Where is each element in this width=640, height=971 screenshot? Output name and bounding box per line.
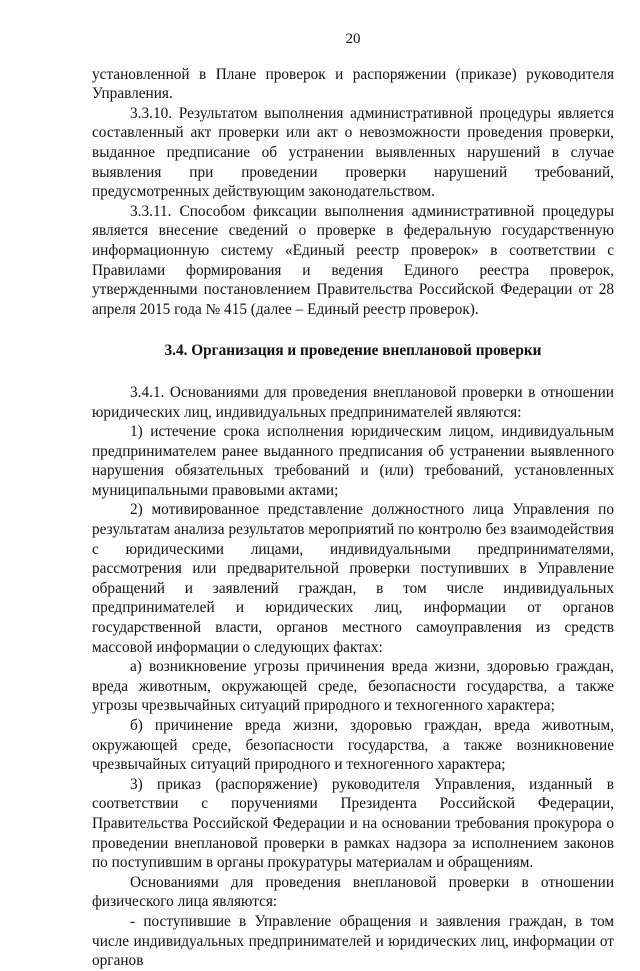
paragraph: 3) приказ (распоряжение) руководителя Управления, изданный в соответствии с поручениями Президента Российской Федерации, Правительства Российской Федерации и на основании требования прокурора о проведении внеплановой проверки в рамках надзора за исполнением законов по поступившим в органы прокуратуры материалам и обращениям. (92, 775, 614, 872)
paragraph: - поступившие в Управление обращения и заявления граждан, в том числе индивидуальных предпринимателей и юридических лиц, информации от органов (92, 912, 614, 970)
paragraph: а) возникновение угрозы причинения вреда жизни, здоровью граждан, вреда животным, окружающей среде, безопасности государства, а также угрозы чрезвычайных ситуаций природного и техногенного характера; (92, 658, 614, 715)
paragraph: установленной в Плане проверок и распоряжении (приказе) руководителя Управления. (92, 65, 614, 103)
paragraph: 3.3.11. Способом фиксации выполнения административной процедуры является внесение сведений о проверке в федеральную государственную информационную систему «Единый реестр проверок» в соответствии с Правилами формирования и ведения Единого реестра проверок, утвержденными постановлением Правительства Российской Федерации от 28 апреля 2015 года № 415 (далее – Единый реестр проверок). (92, 202, 614, 318)
page-number: 20 (345, 31, 361, 47)
paragraph: 1) истечение срока исполнения юридическим лицом, индивидуальным предпринимателем ранее выданного предписания об устранении выявленного нарушения обязательных требований и (или) требований, установленных муниципальными правовыми актами; (92, 423, 614, 499)
paragraph: Основаниями для проведения внеплановой проверки в отношении физического лица являются: (92, 873, 614, 911)
section-heading: 3.4. Организация и проведение внеплановой проверки (164, 342, 542, 360)
paragraph: б) причинение вреда жизни, здоровью граждан, вреда животным, окружающей среде, безопасности государства, а также возникновение чрезвычайных ситуаций природного и техногенного характера; (92, 717, 614, 774)
paragraph: 2) мотивированное представление должностного лица Управления по результатам анализа результатов мероприятий по контролю без взаимодействия с юридическими лицами, индивидуальными предпринимателями, рассмотрения или предварительной проверки поступивших в Управление обращений и заявлений граждан, в том числе индивидуальных предпринимателей и юридических лиц, информации от органов государственной власти, органов местного самоуправления из средств массовой информации о следующих фактах: (92, 501, 614, 656)
document-page (92, 30, 614, 971)
paragraph: 3.3.10. Результатом выполнения административной процедуры является составленный акт проверки или акт о невозможности проведения проверки, выданное предписание об устранении выявленных нарушений в случае выявления при проведении проверки нарушений требований, предусмотренных действующим законодательством. (92, 104, 614, 201)
paragraph: 3.4.1. Основаниями для проведения внеплановой проверки в отношении юридических лиц, индивидуальных предпринимателей являются: (92, 383, 614, 421)
